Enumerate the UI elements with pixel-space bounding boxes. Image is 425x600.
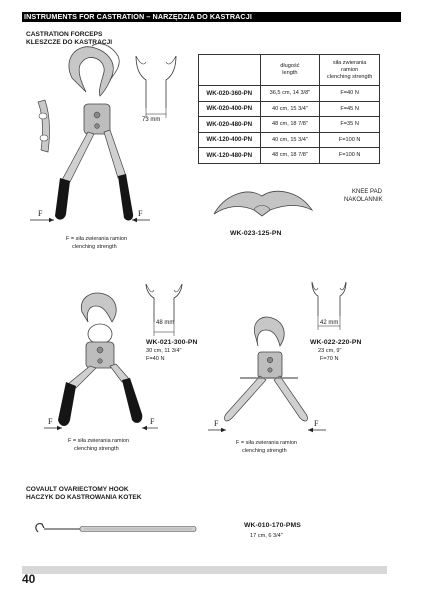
force-label-right: F xyxy=(138,209,143,218)
knee-pad-title-en: KNEE PAD xyxy=(352,189,382,195)
row-strength: F=35 N xyxy=(320,117,380,133)
row-code: WK-120-480-PN xyxy=(199,148,261,164)
hook-title-en: COVAULT OVARIECTOMY HOOK xyxy=(26,486,129,493)
left-jaw-width: 48 mm xyxy=(156,320,175,326)
row-code: WK-020-400-PN xyxy=(199,101,261,117)
row-length: 40 cm, 15 3/4" xyxy=(260,132,320,148)
page-header-title: INSTRUMENTS FOR CASTRATION – NARZĘDZIA DO KASTRACJI xyxy=(24,12,252,21)
row-code: WK-120-400-PN xyxy=(199,132,261,148)
left-forceps-size: 30 cm, 11 3/4" xyxy=(146,348,182,354)
row-strength: F=100 N xyxy=(320,132,380,148)
row-length: 40 cm, 15 3/4" xyxy=(260,101,320,117)
right-forceps-force: F=70 N xyxy=(320,356,339,362)
right-forceps-code: WK-022-220-PN xyxy=(310,339,362,346)
row-strength: F=100 N xyxy=(320,148,380,164)
force-note-pl: F = siła zwierania ramion xyxy=(236,440,297,446)
row-code: WK-020-360-PN xyxy=(199,86,261,102)
footer-bar xyxy=(22,566,387,574)
section1-jaw-width: 73 mm xyxy=(142,117,161,123)
force-note-pl: F = siła zwierania ramion xyxy=(66,236,127,242)
hook-code: WK-010-170-PMS xyxy=(244,522,301,529)
force-label-right: F xyxy=(150,417,155,426)
force-note-en: clenching strength xyxy=(74,446,119,452)
left-forceps-code: WK-021-300-PN xyxy=(146,339,198,346)
force-note-pl: F = siła zwierania ramion xyxy=(68,438,129,444)
row-strength: F=40 N xyxy=(320,86,380,102)
section1-title-en: CASTRATION FORCEPS xyxy=(26,31,103,38)
force-label-left: F xyxy=(214,419,219,428)
force-label-left: F xyxy=(48,417,53,426)
hook-title-pl: HACZYK DO KASTROWANIA KOTEK xyxy=(26,494,142,501)
row-length: 36,5 cm, 14 3/8" xyxy=(260,86,320,102)
force-label-right: F xyxy=(314,419,319,428)
force-note-en: clenching strength xyxy=(242,448,287,454)
knee-pad-title-pl: NAKOLANNIK xyxy=(344,197,383,203)
right-forceps-size: 23 cm, 9" xyxy=(318,348,342,354)
row-code: WK-020-480-PN xyxy=(199,117,261,133)
hook-size: 17 cm, 6 3/4" xyxy=(250,533,283,539)
section1-title-pl: KLESZCZE DO KASTRACJI xyxy=(26,39,113,46)
left-forceps-force: F=40 N xyxy=(146,356,165,362)
force-label-left: F xyxy=(38,209,43,218)
force-note-en: clenching strength xyxy=(72,244,117,250)
spec-header-strength: siła zwierania ramion clenching strength xyxy=(320,55,380,86)
spec-header-length: długość length xyxy=(260,55,320,86)
page-number: 40 xyxy=(22,572,36,586)
row-strength: F=45 N xyxy=(320,101,380,117)
knee-pad-code: WK-023-125-PN xyxy=(230,230,282,237)
row-length: 48 cm, 18 7/8" xyxy=(260,117,320,133)
row-length: 48 cm, 18 7/8" xyxy=(260,148,320,164)
right-jaw-width: 42 mm xyxy=(320,320,339,326)
